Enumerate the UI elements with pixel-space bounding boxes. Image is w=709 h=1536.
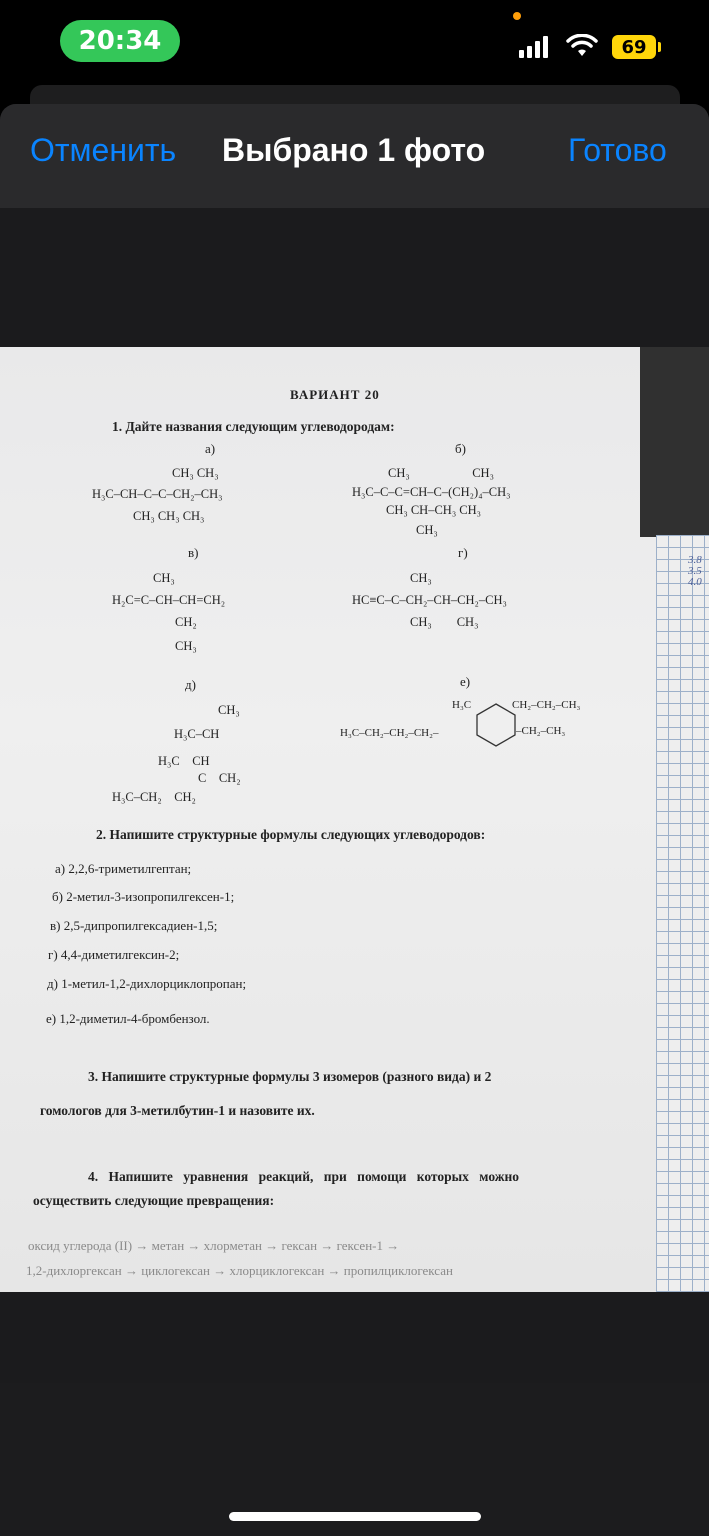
q2-item: в) 2,5-дипропилгексадиен-1,5; <box>50 918 218 933</box>
battery-tip <box>658 42 661 52</box>
formula-v-line2: H₂C=C–CH–CH=CH₂ <box>112 593 226 607</box>
formula-g-line3: CH₃ CH₃ <box>410 615 479 629</box>
privacy-indicator-dot <box>513 12 521 20</box>
formula-a-line3: CH₃ CH₃ CH₃ <box>133 509 205 523</box>
home-indicator[interactable] <box>229 1512 481 1521</box>
selected-photo[interactable] <box>0 347 709 1292</box>
question-4-line1: 4. Напишите уравнения реакций, при помощи которых можно <box>88 1169 520 1184</box>
done-button[interactable]: Готово <box>568 132 667 168</box>
formula-d-line4: C CH₂ <box>198 771 241 785</box>
q2-item: д) 1-метил-1,2-дихлорциклопропан; <box>47 976 247 991</box>
label-a: а) <box>205 441 216 456</box>
formula-e-top-left: H₃C <box>452 699 472 711</box>
formula-b-line1: CH₃ CH₃ <box>388 466 494 480</box>
benzene-ring-icon <box>475 702 517 748</box>
label-d: д) <box>185 677 196 692</box>
variant-title: ВАРИАНТ 20 <box>290 387 380 402</box>
battery-indicator: 69 <box>612 35 656 59</box>
formula-a-line1: CH₃ CH₃ <box>172 466 219 480</box>
label-g: г) <box>458 545 468 560</box>
status-time: 20:34 <box>60 20 180 62</box>
q2-item: а) 2,2,6-триметилгептан; <box>55 861 192 876</box>
label-b: б) <box>455 441 466 456</box>
formula-d-line5: H₃C–CH₂ CH₂ <box>112 790 196 804</box>
wifi-icon <box>566 34 598 58</box>
q2-item: б) 2-метил-3-изопропилгексен-1; <box>52 889 235 904</box>
formula-a-line2: H₃C–CH–C–C–CH₂–CH₃ <box>92 487 223 501</box>
formula-e-left: H₃C–CH₂–CH₂–CH₂– <box>340 727 439 739</box>
question-4-line2: осуществить следующие превращения: <box>33 1193 275 1208</box>
formula-d-line1: CH₃ <box>218 703 240 717</box>
formula-b-line4: CH₃ <box>416 523 438 537</box>
formula-d-line2: H₃C–CH <box>174 727 220 741</box>
question-2: 2. Напишите структурные формулы следующих углеводородов: <box>96 827 486 842</box>
formula-b-line2: H₃C–C–C=CH–C–(CH₂)₄–CH₃ <box>352 485 511 499</box>
q2-item: г) 4,4-диметилгексин-2; <box>48 947 180 962</box>
grid-notebook-edge <box>656 535 709 1292</box>
sheet-title: Выбрано 1 фото <box>222 132 486 168</box>
handwritten-notes: 3.8 3.5 4.0 <box>688 554 702 588</box>
formula-v-line3: CH₂ <box>175 615 197 629</box>
label-e: е) <box>460 674 471 689</box>
formula-e-top-right: CH₂–CH₂–CH₃ <box>512 699 581 711</box>
chain-line2: 1,2-дихлоргексан → циклогексан → хлорциклогексан → пропилциклогексан <box>26 1263 453 1278</box>
formula-g-line2: HC≡C–C–CH₂–CH–CH₂–CH₃ <box>352 593 507 607</box>
question-3-line2: гомологов для 3-метилбутин-1 и назовите их. <box>40 1103 315 1118</box>
formula-v-line4: CH₃ <box>175 639 197 653</box>
cellular-signal-icon <box>519 36 553 58</box>
chain-line1: оксид углерода (II) → метан → хлорметан → гексан → гексен-1 → <box>28 1238 400 1253</box>
label-v: в) <box>188 545 199 560</box>
question-1: 1. Дайте названия следующим углеводородам: <box>112 419 395 434</box>
formula-e-right: –CH₂–CH₃ <box>516 725 566 737</box>
photo-background-edge <box>640 347 709 537</box>
formula-g-line1: CH₃ <box>410 571 432 585</box>
cancel-button[interactable]: Отменить <box>30 132 177 168</box>
question-3-line1: 3. Напишите структурные формулы 3 изомеров (разного вида) и 2 <box>88 1069 492 1084</box>
formula-b-line3: CH₃ CH–CH₃ CH₃ <box>386 503 482 517</box>
formula-v-line1: CH₃ <box>153 571 175 585</box>
q2-item: е) 1,2-диметил-4-бромбензол. <box>46 1011 210 1026</box>
formula-d-line3: H₃C CH <box>158 754 210 768</box>
